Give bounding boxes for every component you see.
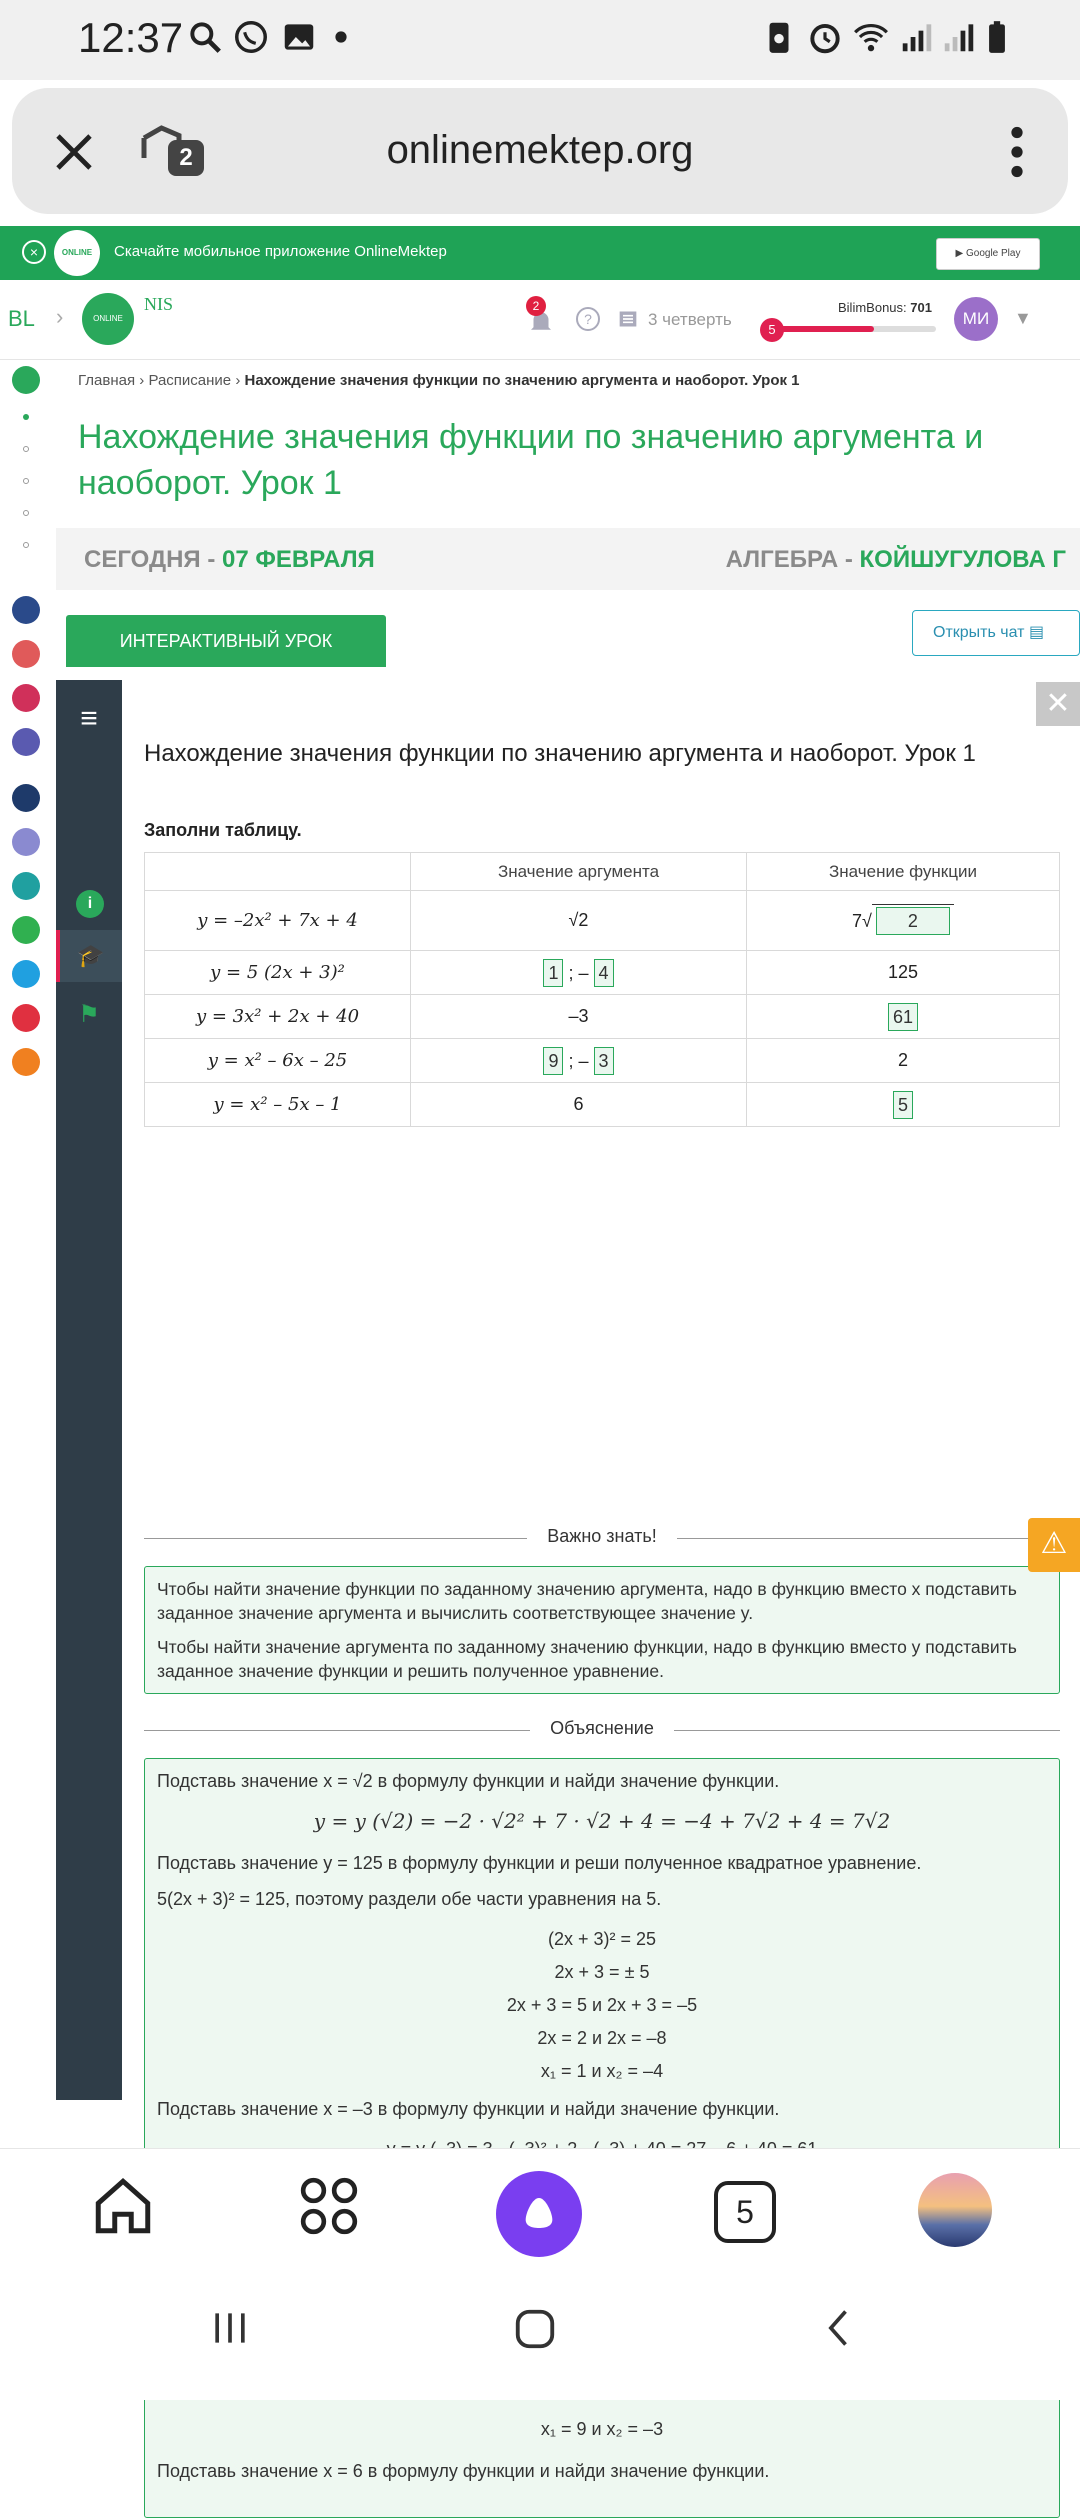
- date-value: 07 ФЕВРАЛЯ: [222, 546, 375, 573]
- onlinemektep-logo[interactable]: ONLINE: [82, 293, 134, 345]
- date-label: [84, 546, 375, 574]
- table-header-row: [145, 853, 1060, 891]
- task-heading: Заполни таблицу.: [144, 820, 302, 840]
- important-box: [144, 1566, 1060, 1694]
- breadcrumb-schedule[interactable]: Расписание: [148, 372, 232, 389]
- teacher-name: КОЙШУГУЛОВА Г: [859, 546, 1066, 573]
- home-button-icon[interactable]: [512, 2306, 558, 2352]
- explanation-box: [144, 1758, 1060, 2518]
- bilim-bonus[interactable]: [760, 300, 940, 346]
- site-header: [0, 280, 1080, 360]
- quarter-label[interactable]: 3 четверть: [648, 310, 732, 329]
- breadcrumb-separator: ›: [139, 372, 149, 389]
- breadcrumb-home[interactable]: Главная: [78, 372, 136, 389]
- signal-icon: [898, 18, 936, 56]
- open-chat-label: Открыть чат: [933, 624, 1025, 641]
- notification-count-badge: 2: [526, 296, 546, 316]
- table-row: [145, 995, 1060, 1039]
- wifi-icon: [852, 18, 890, 56]
- function-cell: y = x² – 6x – 25: [145, 1039, 411, 1083]
- subject-label: [726, 546, 1066, 574]
- answer-field[interactable]: 61: [888, 1003, 918, 1031]
- value-text: 7√: [852, 911, 872, 931]
- dot-icon: [334, 18, 348, 56]
- browser-address-bar: [12, 88, 1068, 214]
- explanation-heading: Объяснение: [530, 1718, 674, 1738]
- browser-bottom-nav: [0, 2148, 1080, 2260]
- nav-dot[interactable]: [23, 542, 29, 548]
- open-chat-button[interactable]: [912, 610, 1080, 656]
- onlinemektep-logo: ONLINE: [54, 230, 100, 276]
- lesson-title: Нахождение значения функции по значению аргумента и наоборот. Урок 1: [144, 740, 976, 767]
- store-label: Google Play: [965, 248, 1021, 259]
- battery-saver-icon: [760, 18, 798, 56]
- nav-dot[interactable]: [23, 446, 29, 452]
- function-cell: y = x² – 5x – 1: [145, 1083, 411, 1127]
- argument-cell: –3: [411, 995, 747, 1039]
- explanation-formula: 2x + 3 = ± 5: [554, 1962, 650, 1982]
- separator-text: ; –: [568, 962, 589, 983]
- signal-2-icon: [940, 18, 978, 56]
- nav-dot[interactable]: [23, 510, 29, 516]
- bonus-value: 701: [910, 300, 932, 315]
- bonus-progress-fill: [770, 326, 874, 332]
- bl-logo[interactable]: BL: [8, 306, 35, 331]
- info-icon[interactable]: i: [76, 890, 104, 918]
- explanation-step: 5(2x + 3)² = 125, поэтому раздели обе части уравнения на 5.: [157, 1889, 662, 1909]
- app-icon[interactable]: [12, 1048, 40, 1076]
- answer-field[interactable]: 3: [594, 1047, 614, 1075]
- avatar[interactable]: МИ: [954, 297, 998, 341]
- gallery-icon: [280, 18, 318, 56]
- left-app-rail: [0, 360, 52, 2160]
- interactive-lesson-tab[interactable]: ИНТЕРАКТИВНЫЙ УРОК: [66, 615, 386, 667]
- tab-count-badge: 2: [168, 140, 204, 176]
- argument-cell: √2: [411, 891, 747, 951]
- nav-dot[interactable]: [23, 478, 29, 484]
- argument-cell: [411, 951, 747, 995]
- url-text[interactable]: onlinemektep.org: [386, 128, 694, 172]
- bilim-app-icon[interactable]: [12, 640, 40, 668]
- explanation-step: Подставь значение x = –3 в формулу функции и найди значение функции.: [157, 2099, 780, 2119]
- more-menu-icon[interactable]: [1010, 126, 1024, 178]
- breadcrumb-current: Нахождение значения функции по значению аргумента и наоборот. Урок 1: [244, 372, 800, 389]
- table-row: [145, 1083, 1060, 1127]
- nis-logo: NIS: [144, 294, 174, 314]
- explanation-step: Подставь значение x = √2 в формулу функции и найди значение функции.: [157, 1771, 780, 1791]
- report-warning-icon[interactable]: ⚠: [1028, 1518, 1080, 1572]
- app-icon[interactable]: [12, 960, 40, 988]
- bonus-label-text: BilimBonus:: [838, 300, 907, 315]
- explanation-formula: 2x + 3 = 5 и 2x + 3 = –5: [506, 1995, 698, 2015]
- status-bar: [0, 0, 1080, 80]
- alarm-icon: [806, 18, 844, 56]
- function-table: [144, 852, 1060, 1127]
- help-icon[interactable]: ?: [576, 307, 600, 331]
- app-promo-banner: [0, 226, 1080, 280]
- app-icon[interactable]: [12, 828, 40, 856]
- bilim-app-icon[interactable]: [12, 684, 40, 712]
- app-icon[interactable]: [12, 1004, 40, 1032]
- subject-name: АЛГЕБРА -: [725, 546, 860, 573]
- value-cell: 125: [747, 951, 1060, 995]
- bonus-label: [838, 300, 932, 315]
- google-play-button[interactable]: ▶ Google Play: [936, 238, 1040, 270]
- chat-icon: ▤: [1028, 624, 1045, 641]
- bilim-app-icon[interactable]: [12, 728, 40, 756]
- important-divider: [144, 1526, 1060, 1546]
- table-row: [145, 891, 1060, 951]
- apps-grid-icon[interactable]: [298, 2175, 360, 2237]
- assistant-icon: [519, 2193, 559, 2233]
- bonus-level-badge: 5: [760, 318, 784, 342]
- explanation-step: Подставь значение y = 125 в формулу функции и реши полученное квадратное уравнение.: [157, 1853, 922, 1873]
- chevron-right-icon: ›: [56, 304, 64, 329]
- notifications[interactable]: [518, 298, 558, 338]
- journal-icon: [618, 309, 638, 329]
- profile-avatar[interactable]: [918, 2173, 992, 2247]
- table-header: Значение функции: [747, 853, 1060, 891]
- answer-field[interactable]: 1: [543, 959, 563, 987]
- recent-apps-icon[interactable]: [208, 2306, 252, 2350]
- function-cell: y = 3x² + 2x + 40: [145, 995, 411, 1039]
- lesson-side-panel: [56, 680, 122, 2100]
- value-cell: [747, 891, 1060, 951]
- explanation-formula: x₁ = 1 и x₂ = –4: [540, 2061, 664, 2081]
- tabs-switcher[interactable]: 5: [714, 2181, 776, 2243]
- explanation-step: Подставь значение x = 6 в формулу функции и найди значение функции.: [157, 2461, 770, 2481]
- whatsapp-icon: [232, 18, 270, 56]
- page-title: Нахождение значения функции по значению аргумента и наоборот. Урок 1: [78, 418, 984, 502]
- back-icon[interactable]: [818, 2306, 862, 2350]
- search-icon: [186, 18, 224, 56]
- value-cell: [747, 995, 1060, 1039]
- info-text: Чтобы найти значение функции по заданному значению аргумента, надо в функцию вместо x подставить заданное значение аргумента и вычислить соответствующее значение y.: [157, 1579, 1017, 1623]
- value-cell: 2: [747, 1039, 1060, 1083]
- breadcrumb: [78, 372, 800, 389]
- smart-app-icon[interactable]: [12, 784, 40, 812]
- argument-cell: 6: [411, 1083, 747, 1127]
- bilim-app-icon[interactable]: [12, 872, 40, 900]
- graduation-cap-icon[interactable]: 🎓: [56, 930, 122, 982]
- info-text: Чтобы найти значение аргумента по заданному значению функции, надо в функцию вместо y подставить заданное значение функции и решить полученное уравнение.: [157, 1637, 1017, 1681]
- function-cell: y = 5 (2x + 3)²: [145, 951, 411, 995]
- table-header: Значение аргумента: [411, 853, 747, 891]
- function-cell: y = –2x² + 7x + 4: [145, 891, 411, 951]
- table-row: [145, 1039, 1060, 1083]
- table-row: [145, 951, 1060, 995]
- argument-cell: [411, 1039, 747, 1083]
- close-lesson-button[interactable]: ✕: [1036, 682, 1080, 726]
- onlinemektep-app-icon[interactable]: [12, 366, 40, 394]
- explanation-divider: [144, 1718, 1060, 1738]
- alice-assistant-button[interactable]: [496, 2171, 582, 2257]
- clock: 12:37: [78, 14, 184, 61]
- separator-text: ; –: [568, 1050, 589, 1071]
- explanation-formula: 2x = 2 и 2x = –8: [537, 2028, 667, 2048]
- important-heading: Важно знать!: [527, 1526, 676, 1546]
- breadcrumb-separator: ›: [235, 372, 245, 389]
- answer-field[interactable]: 4: [594, 959, 614, 987]
- explanation-formula: x₁ = 9 и x₂ = –3: [540, 2419, 664, 2439]
- nav-dot[interactable]: [23, 414, 29, 420]
- explanation-formula: (2x + 3)² = 25: [547, 1929, 657, 1949]
- answer-field[interactable]: 2: [876, 907, 950, 935]
- value-cell: [747, 1083, 1060, 1127]
- date-prefix: СЕГОДНЯ -: [84, 546, 222, 573]
- bilim-app-icon[interactable]: [12, 596, 40, 624]
- close-promo-icon[interactable]: ×: [22, 240, 46, 264]
- promo-text: Скачайте мобильное приложение OnlineMektep: [114, 243, 447, 260]
- chevron-down-icon[interactable]: ▼: [1014, 308, 1032, 328]
- bilim-app-icon[interactable]: [12, 916, 40, 944]
- date-band: [56, 528, 1080, 590]
- battery-icon: [978, 18, 1016, 56]
- home-icon[interactable]: [90, 2173, 156, 2239]
- answer-field[interactable]: 5: [893, 1091, 913, 1119]
- menu-icon[interactable]: ≡: [80, 702, 98, 735]
- system-nav-bar: [0, 2260, 1080, 2400]
- table-header: [145, 853, 411, 891]
- flag-icon[interactable]: ⚑: [78, 1001, 100, 1028]
- lesson-body: [144, 740, 1064, 2481]
- explanation-formula: y = y (√2) = −2 · √2² + 7 · √2 + 4 = −4 + 7√2 + 4 = 7√2: [313, 1809, 891, 1833]
- answer-field[interactable]: 9: [543, 1047, 563, 1075]
